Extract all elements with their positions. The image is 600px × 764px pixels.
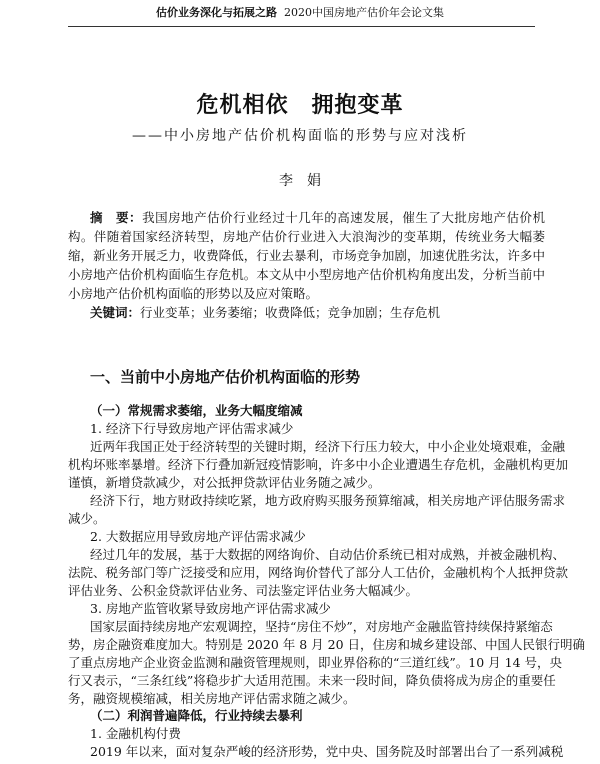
paragraph-line: 法院、税务部门等广泛接受和应用，网络询价替代了部分人工估价，金融机构个人抵押贷款 <box>68 565 569 580</box>
item-heading: 2. 大数据应用导致房地产评估需求减少 <box>90 529 306 544</box>
keywords-label: 关键词： <box>90 305 141 320</box>
paragraph-line: 机构坏账率暴增。经济下行叠加新冠疫情影响，许多中小企业遭遇生存危机，金融机构更加 <box>68 457 569 472</box>
paragraph-line: 经过几年的发展，基于大数据的网络询价、自动估价系统已相对成熟，并被金融机构、 <box>90 547 566 562</box>
subsection-heading: （一）常规需求萎缩，业务大幅度缩减 <box>90 403 303 418</box>
subsection-heading: （二）利润普遍降低，行业持续去暴利 <box>90 708 303 723</box>
paragraph-line: 2019 年以来，面对复杂严峻的经济形势，党中央、国务院及时部署出台了一系列减税 <box>90 744 564 759</box>
article-subtitle: ——中小房地产估价机构面临的形势与应对浅析 <box>132 128 468 144</box>
section-heading: 一、当前中小房地产估价机构面临的形势 <box>90 368 361 386</box>
paragraph-line: 国家层面持续房地产宏观调控，坚持“房住不炒”，对房地产金融监管持续保持紧缩态 <box>90 619 553 634</box>
paragraph-line: 谨慎，新增贷款减少，对公抵押贷款评估业务随之减少。 <box>68 475 381 490</box>
paragraph-line: 近两年我国正处于经济转型的关键时期，经济下行压力较大，中小企业处境艰难，金融 <box>90 439 566 454</box>
collection-title: 2020中国房地产估价年会论文集 <box>284 6 444 19</box>
series-title: 估价业务深化与拓展之路 <box>156 6 277 19</box>
abstract-line: 构。伴随着国家经济转型，房地产估价行业进入大浪淘沙的变革期，传统业务大幅萎 <box>68 229 545 244</box>
item-heading: 3. 房地产监管收紧导致房地产评估需求减少 <box>90 601 331 616</box>
header-rule <box>68 26 535 27</box>
abstract-label: 摘 要： <box>90 210 143 225</box>
abstract-line: 小房地产估价机构面临的形势以及应对策略。 <box>68 286 319 301</box>
article-title: 危机相依 拥抱变革 <box>196 92 404 118</box>
abstract-line <box>90 209 545 227</box>
keywords-line <box>90 304 545 322</box>
keywords-text: 行业变革；业务萎缩；收费降低；竞争加剧；生存危机 <box>140 305 441 320</box>
paragraph-line: 经济下行，地方财政持续吃紧，地方政府购买服务预算缩减，相关房地产评估服务需求 <box>90 493 566 508</box>
paragraph-line: 了重点房地产企业资金监测和融资管理规则，即业界俗称的“三道红线”。10 月 14 号，央 <box>68 655 563 670</box>
paragraph-line: 务，融资规模缩减，相关房地产评估需求随之减少。 <box>68 691 356 706</box>
item-heading: 1. 金融机构付费 <box>90 726 181 741</box>
item-heading: 1. 经济下行导致房地产评估需求减少 <box>90 421 294 436</box>
abstract-line: 小房地产估价机构面临生存危机。本文从中小型房地产估价机构角度出发，分析当前中 <box>68 267 545 282</box>
paragraph-line: 行又表示，“三条红线”将稳步扩大适用范围。未来一段时间，降负债将成为房企的重要任 <box>68 673 556 688</box>
paragraph-line: 势，房企融资难度加大。特别是 2020 年 8 月 20 日，住房和城乡建设部、中国人民银行明确 <box>68 637 586 652</box>
running-header <box>0 4 600 20</box>
author: 李 娟 <box>279 173 321 189</box>
abstract-line: 缩，新业务开展乏力，收费降低，行业去暴利，市场竞争加剧，加速优胜劣汰，许多中 <box>68 248 545 263</box>
paragraph-line: 减少。 <box>68 511 106 526</box>
abstract-text: 我国房地产估价行业经过十几年的高速发展，催生了大批房地产估价机 <box>142 210 545 225</box>
paragraph-line: 评估业务、公积金贷款评估业务、司法鉴定评估业务大幅减少。 <box>68 583 419 598</box>
